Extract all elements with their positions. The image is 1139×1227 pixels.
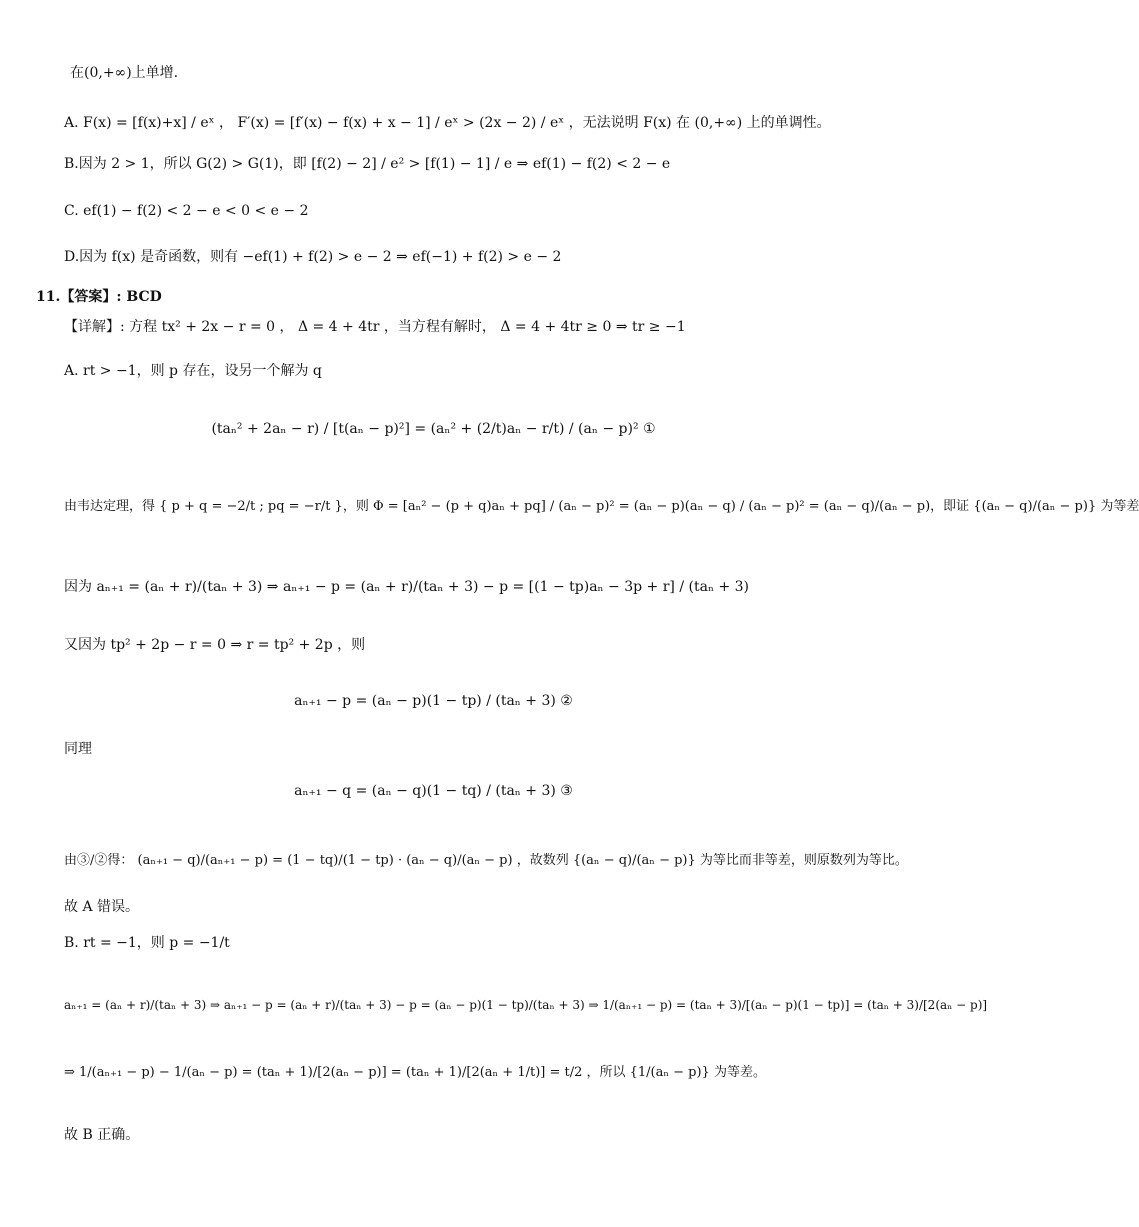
line-5: D.因为 f(x) 是奇函数，则有 −ef(1) + f(2) > e − 2 ⇒ ef(−1) + f(2) > e − 2: [64, 249, 562, 265]
ratio-line: 由③/②得： (aₙ₊₁ − q)/(aₙ₊₁ − p) = (1 − tq)/(1 − tp) · (aₙ − q)/(aₙ − p) ，故数列 {(aₙ − q)/(aₙ − p)} 为等比而非等差，则原数列为等比。: [64, 853, 908, 868]
equation-2: aₙ₊₁ − p = (aₙ − p)(1 − tp) / (taₙ + 3) ②: [294, 693, 573, 709]
line-1: 在(0,+∞)上单增.: [70, 65, 179, 81]
similarly-label: 同理: [64, 741, 92, 757]
derivation-b: aₙ₊₁ = (aₙ + r)/(taₙ + 3) ⇒ aₙ₊₁ − p = (aₙ + r)/(taₙ + 3) − p = (aₙ − p)(1 − tp)/(taₙ + 3) ⇒ 1/(aₙ₊₁ − p) = (taₙ + 3)/[(aₙ − p)(1 − tp)] = (taₙ + 3)/[2(aₙ − p)]: [64, 998, 988, 1012]
equation-3: aₙ₊₁ − q = (aₙ − q)(1 − tq) / (taₙ + 3) ③: [294, 783, 573, 799]
difference-line: ⇒ 1/(aₙ₊₁ − p) − 1/(aₙ − p) = (taₙ + 1)/[2(aₙ − p)] = (taₙ + 1)/[2(aₙ + 1/t)] = t/2 ，所以 {1/(aₙ − p)} 为等差。: [64, 1065, 766, 1080]
equation-1: (taₙ² + 2aₙ − r) / [t(aₙ − p)²] = (aₙ² + (2/t)aₙ − r/t) / (aₙ − p)² ①: [211, 421, 656, 437]
line-3: B.因为 2 > 1，所以 G(2) > G(1)，即 [f(2) − 2] / e² > [f(1) − 1] / e ⇒ ef(1) − f(2) < 2 − e: [64, 156, 671, 172]
option-a-intro: A. rt > −1，则 p 存在，设另一个解为 q: [64, 363, 322, 379]
conclusion-a: 故 A 错误。: [64, 899, 140, 915]
answer-heading: 11.【答案】: BCD: [36, 289, 162, 305]
detail-line: 【详解】: 方程 tx² + 2x − r = 0 ， Δ = 4 + 4tr ，当方程有解时， Δ = 4 + 4tr ≥ 0 ⇒ tr ≥ −1: [64, 319, 686, 335]
conclusion-b: 故 B 正确。: [64, 1127, 140, 1143]
line-2: A. F(x) = [f(x)+x] / eˣ ， F′(x) = [f′(x) − f(x) + x − 1] / eˣ > (2x − 2) / eˣ ，无法说明 F(x) 在 (0,+∞) 上的单调性。: [64, 115, 831, 131]
recurrence-line: 因为 aₙ₊₁ = (aₙ + r)/(taₙ + 3) ⇒ aₙ₊₁ − p = (aₙ + r)/(taₙ + 3) − p = [(1 − tp)aₙ − 3p + r] / (taₙ + 3): [64, 579, 749, 595]
substitution-line: 又因为 tp² + 2p − r = 0 ⇒ r = tp² + 2p ，则: [64, 637, 366, 653]
vieta-line: 由韦达定理，得 { p + q = −2/t ; pq = −r/t }，则 Φ = [aₙ² − (p + q)aₙ + pq] / (aₙ − p)² = (aₙ − p)(aₙ − q) / (aₙ − p)² = (aₙ − q)/(aₙ − p)，即证 {(aₙ − q)/(aₙ − p)} 为等差: [64, 499, 1139, 514]
option-b-intro: B. rt = −1，则 p = −1/t: [64, 935, 230, 951]
line-4: C. ef(1) − f(2) < 2 − e < 0 < e − 2: [64, 203, 309, 219]
